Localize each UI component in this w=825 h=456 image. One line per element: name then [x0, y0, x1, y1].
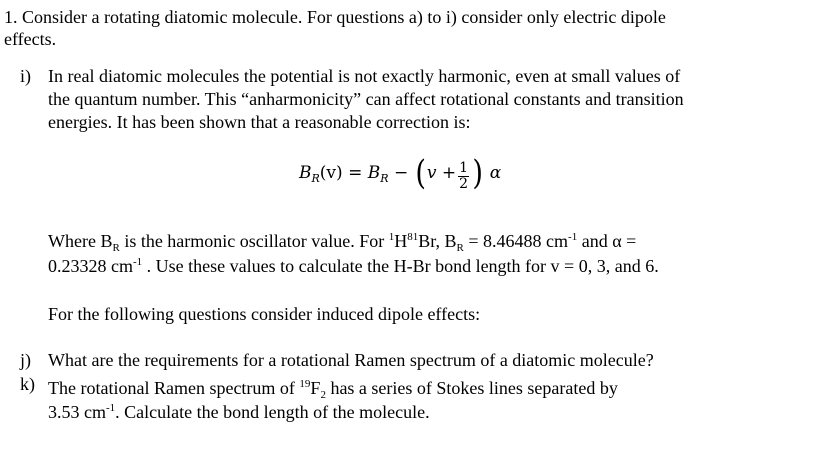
where-sub-r: R [112, 242, 120, 254]
eq-fraction [458, 161, 469, 192]
where-sub-r-2: R [456, 242, 464, 254]
part-j-marker: j) [20, 350, 31, 370]
eq-lhs-arg: (v) [319, 163, 343, 183]
anharmonic-equation [299, 153, 502, 193]
where-value1: = 8.46488 cm [463, 231, 569, 251]
eq-alpha: α [489, 163, 502, 183]
part-k-line2-sup: -1 [106, 402, 116, 414]
where-text-a: Where B [48, 231, 113, 251]
eq-open-paren: ( [414, 153, 426, 193]
where-and-alpha: and α = [577, 231, 637, 251]
part-k-text-b: has a series of Stokes lines separated by [325, 378, 618, 398]
part-k-line2-a: 3.53 cm [48, 402, 106, 422]
where-line-2 [48, 251, 659, 277]
eq-v: v [426, 163, 437, 183]
eq-minus: − [393, 163, 409, 183]
part-k-f: F [310, 378, 321, 398]
part-k-line-2 [48, 397, 430, 423]
eq-equals: = [348, 163, 363, 183]
part-i-line-3: energies. It has been shown that a reasonable correction is: [48, 112, 471, 132]
eq-lhs-symbol: B [299, 163, 312, 183]
question-intro-line-2: effects. [4, 29, 57, 49]
part-k-sub-2: 2 [320, 389, 326, 401]
eq-plus: + [441, 163, 457, 183]
where-line2-sup: -1 [133, 256, 143, 268]
where-h: H [394, 231, 408, 251]
eq-rhs-sub: R [380, 172, 389, 185]
eq-frac-den: 2 [459, 176, 469, 192]
where-line2-rest: . Use these values to calculate the H-Br bond length for v = 0, 3, and 6. [142, 256, 659, 276]
part-k-line2-b: . Calculate the bond length of the molecule. [115, 402, 430, 422]
induced-dipole-heading: For the following questions consider induced dipole effects: [48, 304, 481, 324]
part-j-text: What are the requirements for a rotational Ramen spectrum of a diatomic molecule? [48, 350, 654, 370]
part-i-line-2: the quantum number. This “anharmonicity” can affect rotational constants and transition [48, 89, 684, 109]
part-i-line-1: In real diatomic molecules the potential is not exactly harmonic, even at small values of [48, 66, 681, 86]
eq-close-paren: ) [472, 153, 483, 193]
eq-rhs-symbol: B [367, 163, 381, 183]
where-br: Br, B [418, 231, 457, 251]
part-k-text-a: The rotational Ramen spectrum of [48, 378, 300, 398]
question-intro-line-1: 1. Consider a rotating diatomic molecule. For questions a) to i) consider only electric dipole [4, 7, 666, 27]
where-text-b: is the harmonic oscillator value. For [119, 231, 389, 251]
where-line2-value: 0.23328 cm [48, 256, 133, 276]
eq-frac-num: 1 [459, 160, 469, 176]
eq-lhs-sub: R [311, 172, 320, 185]
where-sup-81: 81 [407, 231, 419, 243]
part-i-marker: i) [20, 66, 31, 86]
where-sup-1: 1 [388, 231, 395, 243]
part-k-sup-19: 19 [299, 378, 311, 390]
where-sup-neg1: -1 [568, 231, 578, 243]
part-k-marker: k) [20, 374, 35, 394]
